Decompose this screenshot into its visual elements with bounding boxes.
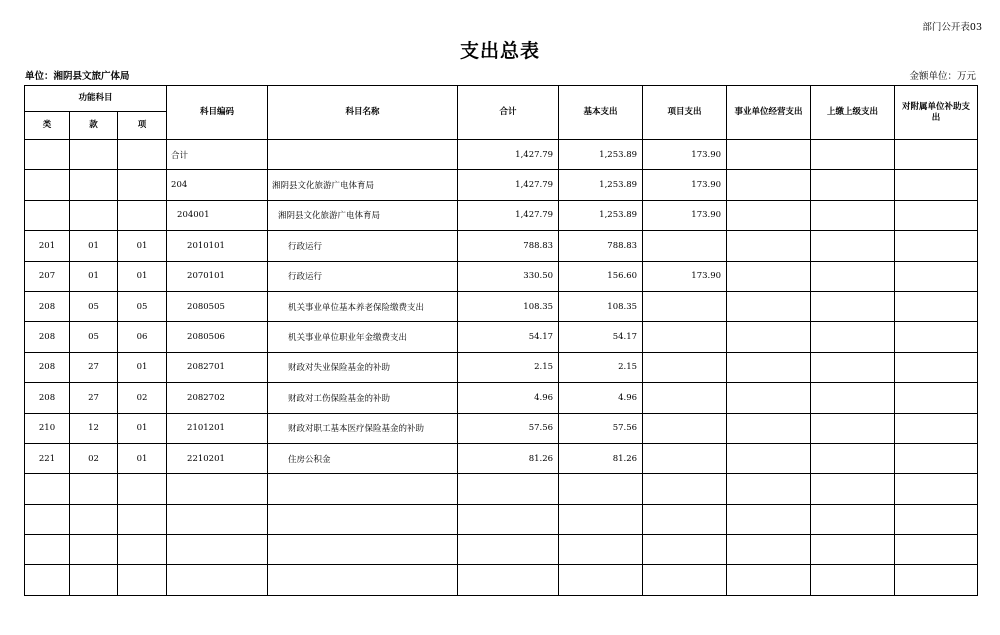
- cell-basic: 108.35: [559, 291, 643, 321]
- cell-name: 机关事业单位职业年金缴费支出: [268, 322, 458, 352]
- cell-upper: [811, 352, 895, 382]
- cell-project: [643, 504, 727, 534]
- table-number-label: 部门公开表03: [922, 22, 982, 33]
- table-row: [25, 231, 978, 261]
- unit-name-label: 单位：湘阴县文旅广体局: [25, 71, 130, 82]
- table-row: [25, 261, 978, 291]
- cell-business: [727, 474, 811, 504]
- cell-basic: 4.96: [559, 383, 643, 413]
- cell-name: [268, 535, 458, 565]
- cell-upper: [811, 140, 895, 170]
- cell-name: [268, 565, 458, 595]
- cell-project: 173.90: [643, 170, 727, 200]
- cell-project: [643, 443, 727, 473]
- cell-lei: [25, 474, 70, 504]
- cell-total: 108.35: [458, 291, 559, 321]
- cell-basic: [559, 504, 643, 534]
- cell-code: [167, 535, 268, 565]
- cell-lei: 208: [25, 322, 70, 352]
- header-function-subject: 功能科目: [25, 86, 167, 112]
- cell-kuan: 05: [70, 322, 118, 352]
- cell-xiang: 01: [118, 443, 167, 473]
- cell-total: 1,427.79: [458, 200, 559, 230]
- page-title: 支出总表: [459, 40, 540, 62]
- cell-name: 机关事业单位基本养老保险缴费支出: [268, 291, 458, 321]
- table-row: [25, 291, 978, 321]
- cell-lei: 208: [25, 383, 70, 413]
- cell-subsidy: [895, 474, 978, 504]
- cell-upper: [811, 322, 895, 352]
- cell-total: 1,427.79: [458, 140, 559, 170]
- cell-subsidy: [895, 170, 978, 200]
- cell-name: [268, 474, 458, 504]
- header-subject-code: 科目编码: [167, 86, 268, 140]
- cell-upper: [811, 170, 895, 200]
- cell-business: [727, 200, 811, 230]
- table-row: [25, 170, 978, 200]
- cell-kuan: 01: [70, 231, 118, 261]
- header-total: 合计: [458, 86, 559, 140]
- cell-xiang: 02: [118, 383, 167, 413]
- cell-code: 2080506: [167, 322, 268, 352]
- cell-lei: [25, 535, 70, 565]
- cell-total: 788.83: [458, 231, 559, 261]
- cell-name: 住房公积金: [268, 443, 458, 473]
- cell-code: 2210201: [167, 443, 268, 473]
- cell-basic: 1,253.89: [559, 170, 643, 200]
- expenditure-table: [24, 85, 978, 596]
- cell-subsidy: [895, 413, 978, 443]
- cell-upper: [811, 200, 895, 230]
- cell-kuan: [70, 474, 118, 504]
- cell-subsidy: [895, 504, 978, 534]
- table-row: [25, 443, 978, 473]
- cell-xiang: 05: [118, 291, 167, 321]
- cell-xiang: [118, 200, 167, 230]
- cell-basic: 57.56: [559, 413, 643, 443]
- table-row: [25, 352, 978, 382]
- amount-unit-label: 金额单位：万元: [909, 71, 976, 82]
- cell-lei: [25, 170, 70, 200]
- cell-code: 2082702: [167, 383, 268, 413]
- cell-total: 57.56: [458, 413, 559, 443]
- header-business-expenditure: 事业单位经营支出: [727, 86, 811, 140]
- cell-kuan: 02: [70, 443, 118, 473]
- header-subject-name: 科目名称: [268, 86, 458, 140]
- table-row: [25, 383, 978, 413]
- cell-lei: 208: [25, 352, 70, 382]
- cell-xiang: [118, 170, 167, 200]
- cell-upper: [811, 535, 895, 565]
- cell-subsidy: [895, 535, 978, 565]
- cell-name: 行政运行: [268, 231, 458, 261]
- cell-name: 财政对职工基本医疗保险基金的补助: [268, 413, 458, 443]
- cell-basic: 156.60: [559, 261, 643, 291]
- cell-total: 54.17: [458, 322, 559, 352]
- header-basic-expenditure: 基本支出: [559, 86, 643, 140]
- cell-kuan: [70, 565, 118, 595]
- cell-total: 4.96: [458, 383, 559, 413]
- table-row: [25, 200, 978, 230]
- cell-code: 2101201: [167, 413, 268, 443]
- header-project-expenditure: 项目支出: [643, 86, 727, 140]
- cell-upper: [811, 443, 895, 473]
- cell-name: 行政运行: [268, 261, 458, 291]
- cell-total: 81.26: [458, 443, 559, 473]
- cell-xiang: [118, 140, 167, 170]
- cell-code: [167, 565, 268, 595]
- cell-kuan: 27: [70, 383, 118, 413]
- cell-code: 2082701: [167, 352, 268, 382]
- header-subsidy: 对附属单位补助支出: [895, 86, 978, 140]
- cell-upper: [811, 231, 895, 261]
- cell-business: [727, 565, 811, 595]
- table-row: [25, 322, 978, 352]
- cell-kuan: 27: [70, 352, 118, 382]
- cell-project: 173.90: [643, 261, 727, 291]
- cell-business: [727, 140, 811, 170]
- cell-project: [643, 231, 727, 261]
- cell-project: 173.90: [643, 200, 727, 230]
- cell-xiang: [118, 565, 167, 595]
- cell-kuan: [70, 200, 118, 230]
- table-row: [25, 504, 978, 534]
- cell-basic: 81.26: [559, 443, 643, 473]
- cell-project: [643, 322, 727, 352]
- cell-code: 204: [167, 170, 268, 200]
- cell-xiang: 01: [118, 261, 167, 291]
- cell-basic: [559, 474, 643, 504]
- cell-kuan: 05: [70, 291, 118, 321]
- cell-upper: [811, 291, 895, 321]
- cell-business: [727, 413, 811, 443]
- cell-business: [727, 443, 811, 473]
- cell-code: 204001: [167, 200, 268, 230]
- cell-xiang: 06: [118, 322, 167, 352]
- cell-upper: [811, 504, 895, 534]
- cell-name: 湘阴县文化旅游广电体育局: [268, 200, 458, 230]
- cell-subsidy: [895, 261, 978, 291]
- cell-upper: [811, 474, 895, 504]
- cell-basic: 788.83: [559, 231, 643, 261]
- cell-upper: [811, 383, 895, 413]
- table-row: [25, 474, 978, 504]
- cell-project: [643, 291, 727, 321]
- table-row: [25, 565, 978, 595]
- cell-subsidy: [895, 231, 978, 261]
- cell-subsidy: [895, 383, 978, 413]
- cell-lei: 201: [25, 231, 70, 261]
- table-row: [25, 413, 978, 443]
- cell-lei: 221: [25, 443, 70, 473]
- cell-business: [727, 231, 811, 261]
- table-row: [25, 535, 978, 565]
- cell-business: [727, 291, 811, 321]
- cell-code: 2010101: [167, 231, 268, 261]
- cell-project: [643, 413, 727, 443]
- cell-kuan: 12: [70, 413, 118, 443]
- cell-subsidy: [895, 565, 978, 595]
- cell-total: 1,427.79: [458, 170, 559, 200]
- cell-lei: 210: [25, 413, 70, 443]
- cell-total: 330.50: [458, 261, 559, 291]
- cell-project: [643, 474, 727, 504]
- cell-business: [727, 322, 811, 352]
- cell-project: [643, 535, 727, 565]
- cell-kuan: 01: [70, 261, 118, 291]
- cell-xiang: 01: [118, 352, 167, 382]
- cell-subsidy: [895, 352, 978, 382]
- cell-name: [268, 140, 458, 170]
- cell-name: 财政对失业保险基金的补助: [268, 352, 458, 382]
- cell-code: 合计: [167, 140, 268, 170]
- cell-xiang: 01: [118, 413, 167, 443]
- cell-total: 2.15: [458, 352, 559, 382]
- cell-kuan: [70, 170, 118, 200]
- table-row: [25, 140, 978, 170]
- cell-lei: 207: [25, 261, 70, 291]
- cell-name: [268, 504, 458, 534]
- cell-business: [727, 352, 811, 382]
- cell-xiang: 01: [118, 231, 167, 261]
- header-xiang: 项: [118, 112, 167, 140]
- cell-basic: 1,253.89: [559, 140, 643, 170]
- cell-business: [727, 261, 811, 291]
- cell-basic: 54.17: [559, 322, 643, 352]
- cell-project: [643, 565, 727, 595]
- cell-total: [458, 565, 559, 595]
- cell-basic: [559, 565, 643, 595]
- cell-upper: [811, 261, 895, 291]
- cell-upper: [811, 413, 895, 443]
- cell-total: [458, 474, 559, 504]
- cell-lei: [25, 200, 70, 230]
- header-kuan: 款: [70, 112, 118, 140]
- cell-code: 2080505: [167, 291, 268, 321]
- cell-lei: [25, 504, 70, 534]
- cell-upper: [811, 565, 895, 595]
- cell-business: [727, 504, 811, 534]
- cell-project: 173.90: [643, 140, 727, 170]
- cell-name: 财政对工伤保险基金的补助: [268, 383, 458, 413]
- cell-basic: 2.15: [559, 352, 643, 382]
- cell-total: [458, 535, 559, 565]
- cell-name: 湘阴县文化旅游广电体育局: [268, 170, 458, 200]
- cell-subsidy: [895, 291, 978, 321]
- cell-lei: [25, 565, 70, 595]
- cell-subsidy: [895, 200, 978, 230]
- cell-project: [643, 352, 727, 382]
- cell-basic: [559, 535, 643, 565]
- cell-lei: 208: [25, 291, 70, 321]
- cell-subsidy: [895, 443, 978, 473]
- header-lei: 类: [25, 112, 70, 140]
- cell-code: [167, 504, 268, 534]
- cell-business: [727, 535, 811, 565]
- cell-kuan: [70, 140, 118, 170]
- cell-project: [643, 383, 727, 413]
- cell-lei: [25, 140, 70, 170]
- header-upper-payment: 上缴上级支出: [811, 86, 895, 140]
- cell-xiang: [118, 474, 167, 504]
- cell-xiang: [118, 535, 167, 565]
- cell-kuan: [70, 504, 118, 534]
- cell-kuan: [70, 535, 118, 565]
- cell-subsidy: [895, 140, 978, 170]
- cell-basic: 1,253.89: [559, 200, 643, 230]
- cell-xiang: [118, 504, 167, 534]
- cell-code: 2070101: [167, 261, 268, 291]
- cell-business: [727, 170, 811, 200]
- cell-subsidy: [895, 322, 978, 352]
- cell-code: [167, 474, 268, 504]
- cell-total: [458, 504, 559, 534]
- cell-business: [727, 383, 811, 413]
